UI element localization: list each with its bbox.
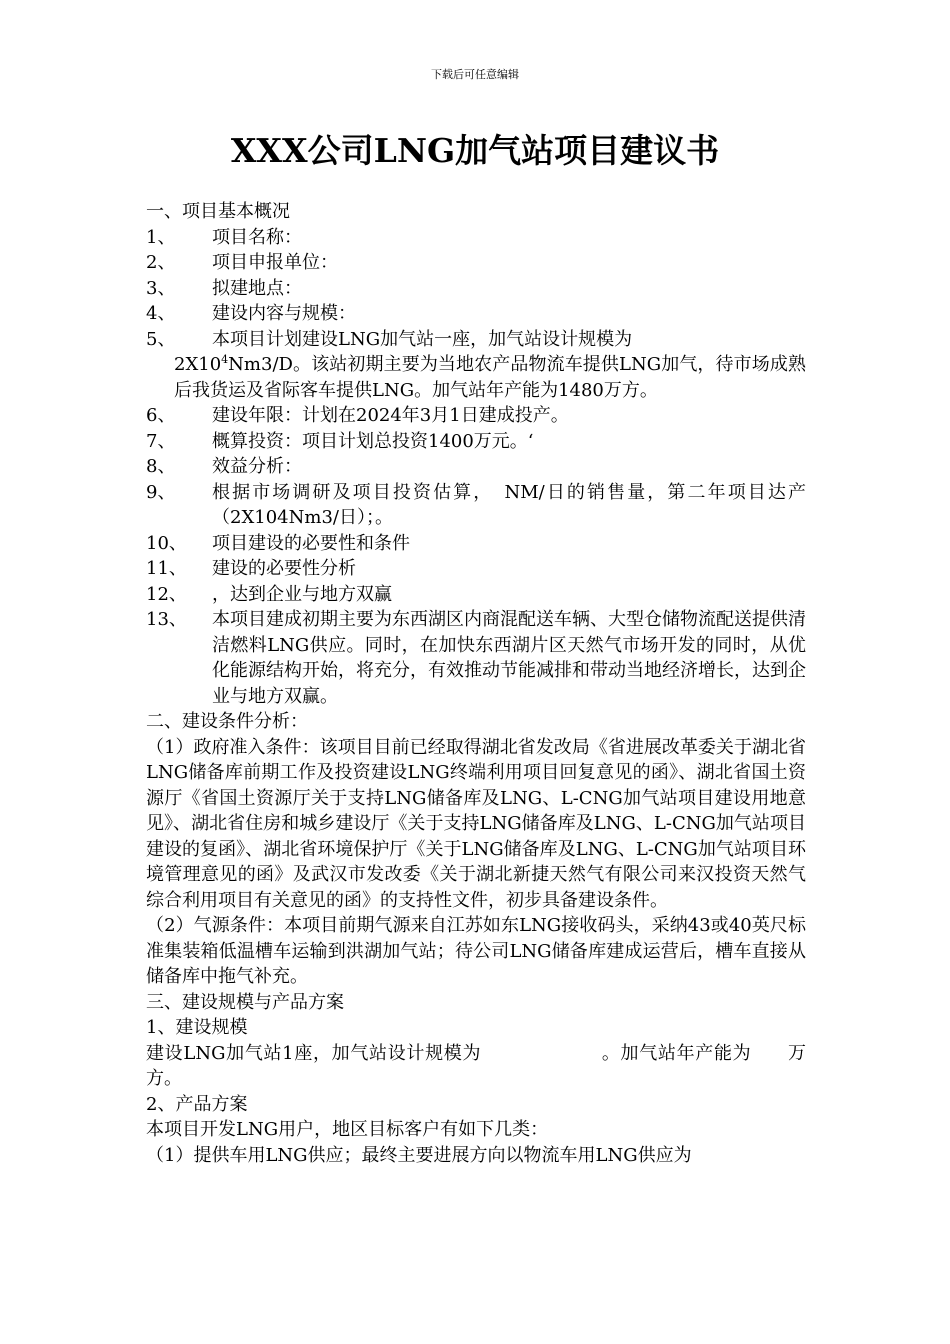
list-item — [146, 429, 806, 455]
list-item — [146, 250, 806, 276]
paragraph-condition-1: （1）政府准入条件：该项目目前已经取得湖北省发改局《省进展改革委关于湖北省LNG储备库前期工作及投资建设LNG终端利用项目回复意见的函》、湖北省国土资源厅《省国土资源厅关于支持LNG储备库及LNG、L-CNG加气站项目建设用地意见》、湖北省住房和城乡建设厅《关于支持LNG储备库及LNG、L-CNG加气站项目建设的复函》、湖北省环境保护厅《关于LNG储备库及LNG、L-CNG加气站项目环境管理意见的函》及武汉市发改委《关于湖北新捷天然气有限公司来汉投资天然气综合利用项目有关意见的函》的支持性文件，初步具备建设条件。 — [146, 736, 806, 911]
list-number: 3、 — [146, 277, 176, 299]
list-text: 根据市场调研及项目投资估算， NM/日的销售量，第二年项目达产（2X104Nm3/日）；。 — [212, 481, 806, 528]
list-text: 项目建设的必要性和条件 — [212, 532, 410, 554]
superscript: 4 — [221, 353, 229, 366]
section-heading-2: 二、建设条件分析： — [146, 711, 308, 732]
list-text: 效益分析： — [212, 456, 302, 477]
list-number: 9、 — [146, 481, 176, 503]
page-header-note: 下载后可任意编辑 — [431, 68, 519, 81]
list-number: 4、 — [146, 303, 176, 324]
list-text: 拟建地点： — [212, 277, 302, 299]
text-run: 2X10 — [174, 354, 222, 375]
text-run: 建设LNG加气站1座，加气站设计规模为 — [146, 1042, 482, 1064]
list-number: 12、 — [146, 583, 187, 605]
list-text: ，达到企业与地方双赢 — [212, 583, 392, 605]
list-item — [146, 607, 806, 709]
paragraph-scale — [146, 1041, 806, 1092]
document-title: XXX公司LNG加气站项目建议书 — [230, 131, 720, 170]
list-text: 建设的必要性分析 — [212, 558, 356, 579]
list-item-continuation — [174, 352, 806, 403]
list-item — [146, 480, 806, 531]
list-item — [146, 301, 806, 327]
list-number: 13、 — [146, 609, 187, 630]
list-item — [146, 582, 806, 608]
text-run: 。加气站年产能为 — [601, 1042, 752, 1064]
paragraph-product-1: （1）提供车用LNG供应；最终主要进展方向以物流车用LNG供应为 — [146, 1144, 692, 1166]
list-number: 10、 — [146, 532, 187, 554]
list-text: 建设内容与规模： — [212, 303, 356, 324]
list-text: 项目申报单位： — [212, 252, 338, 273]
list-number: 2、 — [146, 252, 176, 273]
list-number: 1、 — [146, 226, 176, 248]
list-number: 11、 — [146, 558, 187, 579]
list-item — [146, 327, 806, 353]
list-item — [146, 556, 806, 582]
list-text: 本项目建成初期主要为东西湖区内商混配送车辆、大型仓储物流配送提供清洁燃料LNG供应。同时，在加快东西湖片区天然气市场开发的同时，从优化能源结构开始，将充分，有效推动节能减排和带动当地经济增长，达到企业与地方双赢。 — [212, 609, 806, 707]
subheading-scale: 1、建设规模 — [146, 1017, 248, 1038]
list-item — [146, 225, 806, 251]
list-text: 项目名称： — [212, 226, 302, 248]
paragraph-condition-2: （2）气源条件：本项目前期气源来自江苏如东LNG接收码头，采纳43或40英尺标准集装箱低温槽车运输到洪湖加气站；待公司LNG储备库建成运营后，槽车直接从储备库中拖气补充。 — [146, 915, 806, 987]
list-item — [146, 454, 806, 480]
subheading-product: 2、产品方案 — [146, 1093, 248, 1115]
list-number: 6、 — [146, 405, 176, 426]
text-run: 万方。 — [146, 1042, 806, 1089]
list-item — [146, 276, 806, 302]
section-heading-1: 一、项目基本概况 — [146, 201, 290, 222]
text-run: Nm3/D。该站初期主要为当地农产品物流车提供LNG加气， — [228, 354, 716, 375]
list-number: 5、 — [146, 328, 176, 350]
list-number: 7、 — [146, 430, 176, 452]
list-item — [146, 403, 806, 429]
list-number: 8、 — [146, 456, 176, 477]
list-text: 本项目计划建设LNG加气站一座，加气站设计规模为 — [212, 328, 633, 350]
list-text: 建设年限：计划在2024年3月1日建成投产。 — [212, 405, 569, 426]
text-run: 待市场成熟后我货运及省际客车提供LNG。加气站年产能为1480万方。 — [174, 354, 806, 401]
list-item — [146, 531, 806, 557]
section-heading-3: 三、建设规模与产品方案 — [146, 991, 344, 1013]
paragraph-product: 本项目开发LNG用户，地区目标客户有如下几类： — [146, 1119, 549, 1140]
document-body — [146, 199, 806, 1168]
list-text: 概算投资：项目计划总投资1400万元。‘ — [212, 430, 534, 452]
